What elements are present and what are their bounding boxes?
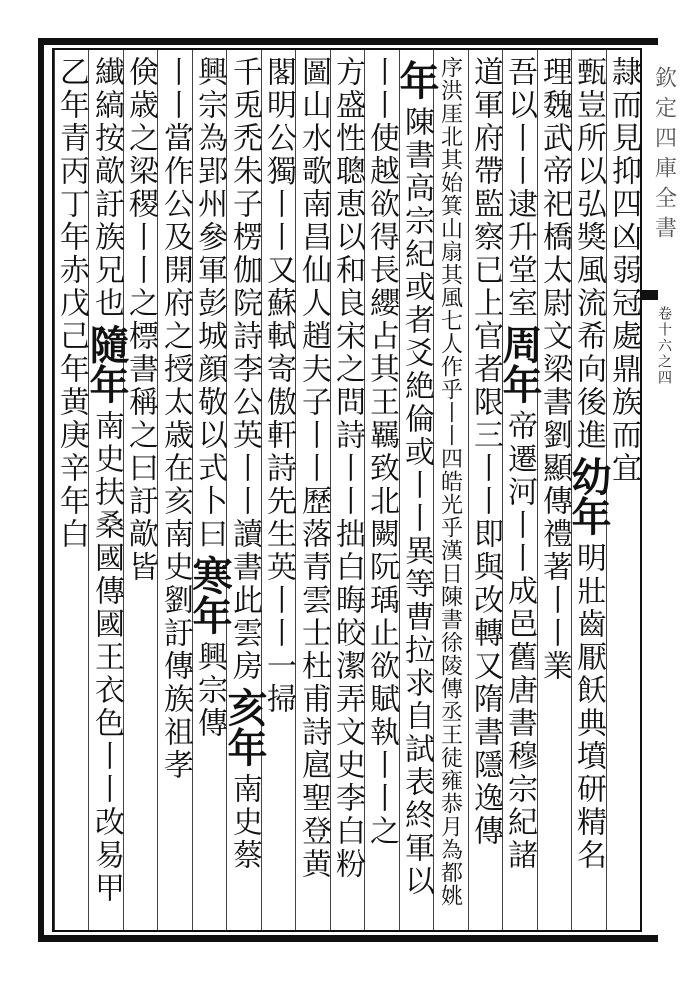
column-text: 丨丨使越欲得長纓占其王羈致北闕阮瑀止欲賦執丨丨之 xyxy=(364,56,399,848)
border-bottom-rule xyxy=(38,935,658,942)
column-text: 隷而見抑四凶弱冠處鼎族而宜 xyxy=(606,56,641,485)
column-text: 梁書劉顯傳禮著丨丨業 xyxy=(537,353,572,683)
column-text: 興宗為郢州參軍彭城顔敬以式卜曰 xyxy=(192,56,227,551)
inner-top-rule xyxy=(52,48,642,50)
inner-bottom-rule xyxy=(52,930,642,932)
column-text: 纎縞按歊訏族兄也 xyxy=(89,56,124,320)
column-text: 明壯齒厭飫典墳研精名 xyxy=(571,542,606,872)
border-left-rule xyxy=(38,38,44,942)
column-text: 南史劉訏傳族祖孝 xyxy=(158,518,193,782)
column-text: 帝遷河丨丨成邑舊唐書穆宗紀諸 xyxy=(502,410,537,872)
column-text: 陳書高宗紀或者爻絶倫或丨丨異等曹拉求自試表終軍以 xyxy=(399,106,434,898)
column-text: 標書稱之曰訏歊皆 xyxy=(123,320,158,584)
column-text: 陳書徐陵傳丞王徒雍恭月為都姚 xyxy=(437,585,463,907)
heading-term: 亥年 xyxy=(221,687,268,767)
column-text: 道軍府帶監察已上官者限三丨丨即與改轉又隋書隱逸傳 xyxy=(468,56,503,848)
column-text: 方盛性聰恵以和良宋之問詩丨丨拙白晦皎潔弄文史李白粉 xyxy=(330,56,365,881)
column-text: 南史蔡 xyxy=(227,773,262,872)
heading-term: 年 xyxy=(393,60,440,100)
column-text: 吾以丨丨逮升堂室 xyxy=(502,56,537,320)
column-text: 序洪厓北其始箕山扇其風七人作乎丨丨四皓光乎漢日 xyxy=(437,56,463,585)
column-text: 圖山水歌南昌仙人趙夫子丨丨歷落青雲士杜甫詩扈聖登黄 xyxy=(296,56,331,881)
heading-term: 幼年 xyxy=(565,456,612,536)
column-text: 丨丨當作公及開府之授太歳在亥 xyxy=(158,56,193,518)
column-text: 甄豈所以弘獎風流希向後進 xyxy=(571,56,606,452)
column-text: 閣明公獨丨丨又蘇軾寄傲軒詩先生英丨丨一掃 xyxy=(261,56,296,716)
heading-term: 寒年 xyxy=(186,555,233,635)
column-text: 乙年青丙丁年赤戊己年黄庚辛年白 xyxy=(54,56,89,551)
border-top-rule xyxy=(38,38,658,45)
column-text: 理魏武帝祀橋太尉文 xyxy=(537,56,572,353)
column-text: 興宗傳 xyxy=(192,641,227,740)
column-text: 千兎禿朱子楞伽院詩李公英丨丨讀書此雲房 xyxy=(227,56,262,683)
column-text: 南史扶桑國傳國王衣色丨丨改易甲 xyxy=(89,410,124,905)
margin-strip xyxy=(644,60,684,930)
heading-term: 周年 xyxy=(496,324,543,404)
column-text: 倹歳之梁稷丨丨之 xyxy=(123,56,158,320)
book-title: 欽定四庫全書 xyxy=(651,66,677,246)
volume-label: 卷十六之四 xyxy=(656,306,672,386)
text-column xyxy=(50,56,92,551)
heading-term: 隨年 xyxy=(83,324,130,404)
